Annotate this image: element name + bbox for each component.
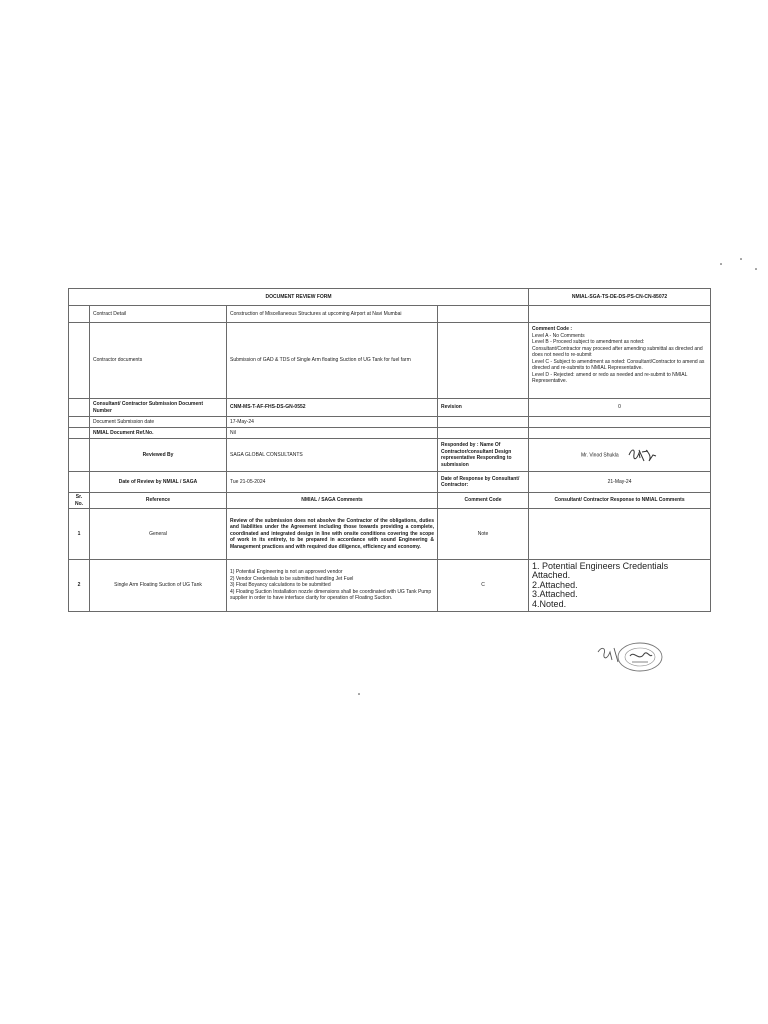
comment-code-title: Comment Code : (532, 326, 573, 332)
response-line: 1. Potential Engineers Credentials Attached. (532, 561, 669, 581)
comment-code: C (438, 560, 529, 612)
scan-speck (358, 693, 360, 695)
submission-date-label: Document Submission date (90, 417, 227, 428)
comment-code-level-a: Level A - No Comments (532, 332, 585, 339)
comment-line: 2) Vendor Credentials to be submitted handling Jet Fuel (230, 575, 354, 582)
document-code: NMIAL-SGA-TS-DE-DS-PS-CN-CN-85072 (529, 289, 711, 306)
submission-date-row (69, 417, 711, 428)
response-date-label: Date of Response by Consultant/ Contractor: (438, 472, 529, 493)
review-date-label: Date of Review by NMIAL / SAGA (90, 472, 227, 493)
response-line: 4.Noted. (532, 598, 567, 609)
comment-code-legend (529, 323, 711, 399)
comment-code-level-d: Level D - Rejected: amend or redo as needed and re-submit to NMIAL Representative. (532, 371, 688, 384)
comments-header: NMIAL / SAGA Comments (227, 493, 438, 509)
comment-line: 3) Float Boyancy calculations to be submitted (230, 582, 331, 589)
comment-code: Note (438, 509, 529, 560)
submission-number-label: Consultant/ Contractor Submission Document Number (90, 399, 227, 417)
document-review-form (68, 288, 710, 626)
form-title: DOCUMENT REVIEW FORM (69, 289, 529, 306)
revision-label: Revision (438, 399, 529, 417)
submission-number-value: CNM-MS-T-AF-FHS-DS-GN-0552 (227, 399, 438, 417)
responded-by-cell (529, 439, 711, 472)
comment-reference: General (90, 509, 227, 560)
responded-by-label: Responded by : Name Of Contractor/consultant Design representative Responding to submission (438, 439, 529, 472)
review-table (68, 288, 711, 612)
reviewed-by-value: SAGA GLOBAL CONSULTANTS (227, 439, 438, 472)
comment-line: 4) Floating Suction Installation nozzle dimensions shall be coordinated with UG Tank Pump supplier in order to have interface clarity for operation of Floating Suction. (230, 588, 432, 602)
nmial-ref-row (69, 428, 711, 439)
comment-code-header: Comment Code (438, 493, 529, 509)
review-date-row (69, 472, 711, 493)
comment-reference: Single Arm Floating Suction of UG Tank (90, 560, 227, 612)
response-header: Consultant/ Contractor Response to NMIAL Comments (529, 493, 711, 509)
sr-no-header: Sr. No. (69, 493, 90, 509)
form-header-row (69, 289, 711, 306)
contract-detail-row (69, 306, 711, 323)
nmial-ref-value: Nil (227, 428, 438, 439)
comments-header-row (69, 493, 711, 509)
submission-date-value: 17-May-24 (227, 417, 438, 428)
contractor-documents-value: Submission of GAD & TDS of Single Arm floating Suction of UG Tank for fuel farm (227, 323, 438, 399)
nmial-ref-label: NMIAL Document Ref.No. (90, 428, 227, 439)
scan-speck (740, 258, 742, 260)
comment-row (69, 560, 711, 612)
submission-number-row (69, 399, 711, 417)
reference-header: Reference (90, 493, 227, 509)
responded-by-value: Mr. Vinod Shukla (580, 452, 619, 459)
response-line: 3.Attached. (532, 589, 578, 600)
scan-speck (755, 268, 757, 270)
signature-icon (626, 446, 658, 464)
revision-value: 0 (529, 399, 711, 417)
reviewed-by-label: Reviewed By (90, 439, 227, 472)
comment-sr-no: 2 (69, 560, 90, 612)
reviewed-by-row (69, 439, 711, 472)
comment-response (529, 509, 711, 560)
contract-detail-label: Contract Detail (90, 306, 227, 323)
comment-code-level-b: Level B - Proceed subject to amendment as noted: (532, 339, 645, 345)
comment-text: Review of the submission does not absolve the Contractor of the obligations, duties and liabilities under the Agreement including those towards providing a complete, coordinated and integrated design in line with onsite conditions covering the scope of work in its entirety, to be prepared in accordance with sound Engineering & Management practices and with required due diligence, efficiency and economy. (227, 509, 438, 560)
contractor-documents-label: Contractor documents (90, 323, 227, 399)
response-date-value: 21-May-24 (529, 472, 711, 493)
comment-code-level-c: Level C - Subject to amendment as noted: Consultant/Contractor to amend as directed and re-submits to NMIAL Representative. (532, 358, 705, 371)
comment-line: 1) Potential Engineering is not an approved vendor (230, 569, 343, 576)
comment-row (69, 509, 711, 560)
comment-code-level-b-detail: Consultant/Contractor may proceed after amending submittal as directed and does not need to re-submit (532, 345, 703, 358)
contract-detail-value: Construction of Miscellaneous Structures at upcoming Airport at Navi Mumbai (227, 306, 438, 323)
comment-sr-no: 1 (69, 509, 90, 560)
scan-speck (720, 263, 722, 265)
review-date-value: Tue 21-05-2024 (227, 472, 438, 493)
response-line: 2.Attached. (532, 579, 578, 590)
comment-response (529, 560, 711, 612)
contractor-documents-row (69, 323, 711, 399)
comment-text (227, 560, 438, 612)
signature-stamp-icon (592, 640, 672, 674)
